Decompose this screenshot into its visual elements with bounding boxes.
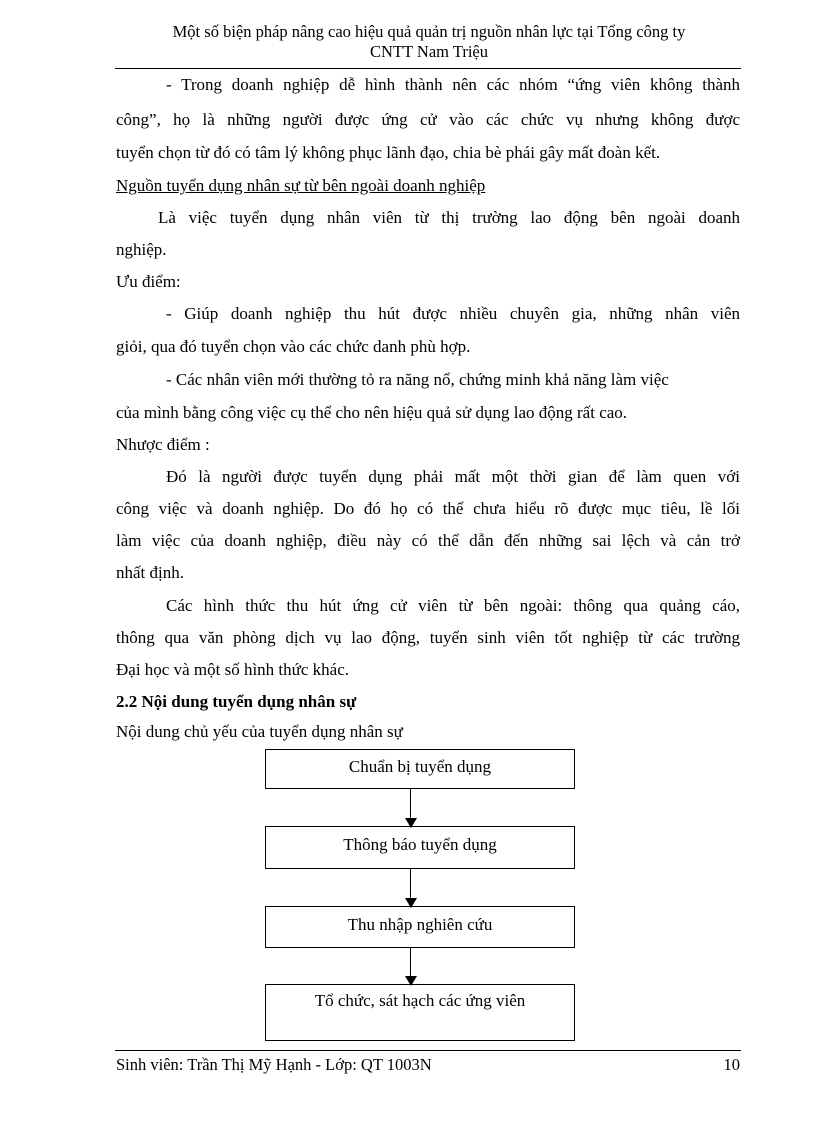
paragraph-line: Đại học và một số hình thức khác. bbox=[116, 660, 349, 679]
section-subheading: Nguồn tuyển dụng nhân sự từ bên ngoài doanh nghiệp bbox=[116, 176, 486, 195]
disadvantages-label: Nhược điểm : bbox=[116, 435, 210, 454]
paragraph-line: giỏi, qua đó tuyển chọn vào các chức danh phù hợp. bbox=[116, 337, 471, 356]
paragraph-line: - Trong doanh nghiệp dễ hình thành nên các nhóm “ứng viên không thành bbox=[166, 75, 740, 94]
paragraph-line: tuyển chọn từ đó có tâm lý không phục lãnh đạo, chia bè phái gây mất đoàn kết. bbox=[116, 143, 661, 162]
paragraph-line: - Giúp doanh nghiệp thu hút được nhiều chuyên gia, những nhân viên bbox=[166, 304, 740, 323]
paragraph-line: thông qua văn phòng dịch vụ lao động, tuyển sinh viên tốt nghiệp từ các trường bbox=[116, 628, 740, 647]
flowchart-step-box bbox=[265, 749, 575, 789]
footer-student-info: Sinh viên: Trần Thị Mỹ Hạnh - Lớp: QT 1003N bbox=[116, 1055, 432, 1074]
paragraph-line: nghiệp. bbox=[116, 240, 167, 259]
section-heading: 2.2 Nội dung tuyển dụng nhân sự bbox=[116, 692, 357, 711]
paragraph-line: Đó là người được tuyển dụng phải mất một thời gian để làm quen với bbox=[166, 467, 740, 486]
header-title-line1: Một số biện pháp nâng cao hiệu quả quản trị nguồn nhân lực tại Tổng công ty bbox=[172, 22, 686, 41]
footer-divider bbox=[115, 1050, 741, 1051]
header-divider bbox=[115, 68, 741, 69]
paragraph-line: Các hình thức thu hút ứng cử viên từ bên ngoài: thông qua quảng cáo, bbox=[166, 596, 740, 615]
header-title-line2: CNTT Nam Triệu bbox=[370, 42, 488, 61]
flowchart-step-box bbox=[265, 826, 575, 869]
flowchart-intro: Nội dung chủ yếu của tuyển dụng nhân sự bbox=[116, 722, 403, 741]
flowchart-step-box bbox=[265, 984, 575, 1041]
paragraph-line: của mình bằng công việc cụ thể cho nên hiệu quả sử dụng lao động rất cao. bbox=[116, 403, 628, 422]
flowchart-step-box bbox=[265, 906, 575, 948]
paragraph-line: nhất định. bbox=[116, 563, 184, 582]
page-header bbox=[118, 22, 740, 62]
flowchart-connector bbox=[410, 948, 411, 978]
flowchart-connector bbox=[410, 869, 411, 901]
paragraph-line: - Các nhân viên mới thường tỏ ra năng nổ, chứng minh khả năng làm việc bbox=[166, 370, 669, 389]
flowchart-step-label: Thu nhập nghiên cứu bbox=[347, 915, 493, 934]
flowchart-step-label: Tổ chức, sát hạch các ứng viên bbox=[314, 991, 526, 1010]
paragraph-line: công việc và doanh nghiệp. Do đó họ có thể chưa hiểu rõ được mục tiêu, lề lối bbox=[116, 499, 740, 518]
paragraph-line: Là việc tuyển dụng nhân viên từ thị trường lao động bên ngoài doanh bbox=[158, 208, 740, 227]
flowchart-connector bbox=[410, 789, 411, 820]
page-number: 10 bbox=[723, 1055, 740, 1074]
flowchart-step-label: Chuẩn bị tuyển dụng bbox=[348, 757, 492, 776]
paragraph-line: công”, họ là những người được ứng cử vào các chức vụ nhưng không được bbox=[116, 110, 740, 129]
advantages-label: Ưu điểm: bbox=[116, 272, 181, 291]
paragraph-line: làm việc của doanh nghiệp, điều này có thể dẫn đến những sai lệch và cản trở bbox=[116, 531, 740, 550]
flowchart-step-label: Thông báo tuyển dụng bbox=[343, 835, 497, 854]
